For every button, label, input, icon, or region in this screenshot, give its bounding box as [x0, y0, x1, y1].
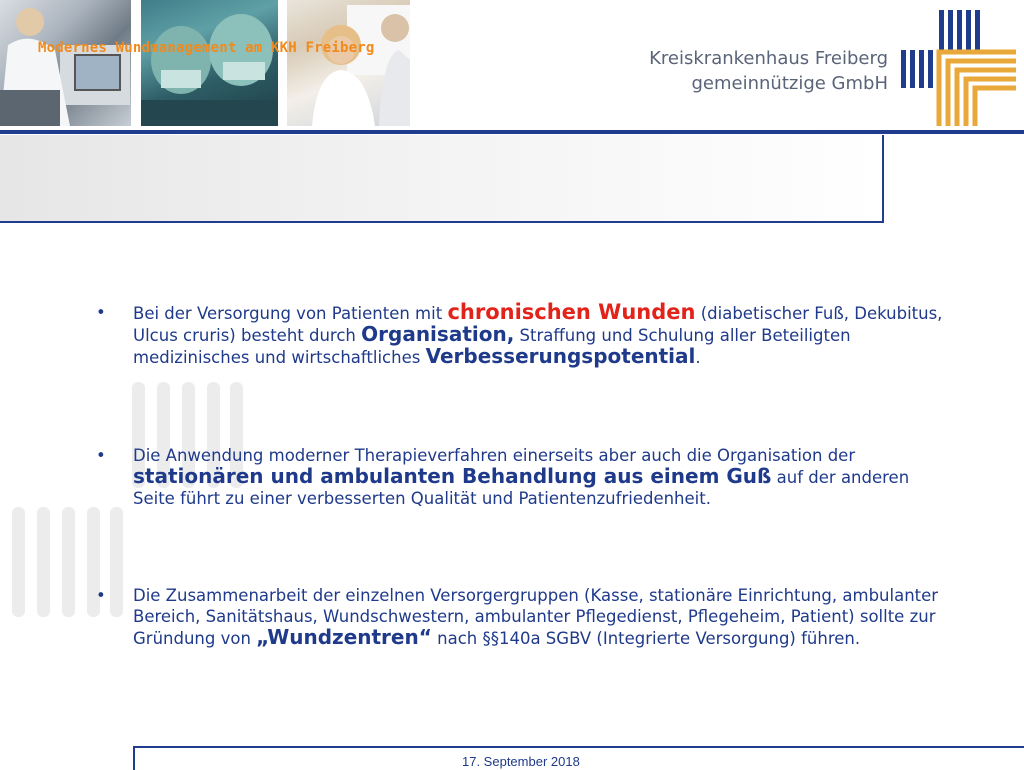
- bullet-icon: •: [96, 303, 106, 322]
- bullet-text: [133, 302, 956, 368]
- bullet-text-segment: auf der anderen Seite führt zu einer verbesserten Qualität und Patientenzufriedenheit.: [133, 468, 910, 508]
- highlight-bold-text: Verbesserungspotential: [425, 344, 696, 368]
- bullet-text-segment: (diabetischer Fuß, Dekubitus, Ulcus cruris) besteht durch: [133, 304, 943, 345]
- organization-name-line2: gemeinnützige GmbH: [691, 73, 888, 94]
- bullet-text-segment: nach §§140a SGBV (Integrierte Versorgung) führen.: [431, 629, 861, 648]
- hospital-logo-icon: [898, 8, 1018, 128]
- title-banner: [0, 135, 884, 223]
- header-photo-nurses: [287, 0, 410, 126]
- highlight-bold-text: stationären und ambulanten Behandlung aus einem Guß: [133, 464, 772, 488]
- highlight-red-text: chronischen Wunden: [447, 300, 696, 324]
- bullet-icon: •: [96, 446, 106, 465]
- bullet-point: [96, 302, 956, 368]
- header-photo-surgeons: [141, 0, 278, 126]
- bullet-text-segment: Bei der Versorgung von Patienten mit: [133, 304, 448, 323]
- bullet-point: [96, 585, 956, 649]
- bullet-text-segment: .: [695, 348, 701, 367]
- bullet-text-segment: Straffung und Schulung aller Beteiligten medizinisches und wirtschaftliches: [133, 326, 851, 367]
- organization-name: [649, 46, 888, 96]
- footer-date: 17. September 2018: [462, 754, 580, 769]
- bullet-text-segment: Die Anwendung moderner Therapieverfahren einerseits aber auch die Organisation der: [133, 446, 856, 465]
- bullet-icon: •: [96, 586, 106, 605]
- highlight-bold-text: Organisation,: [361, 322, 515, 346]
- organization-name-line1: Kreiskrankenhaus Freiberg: [649, 48, 888, 69]
- bullet-text: [133, 585, 956, 649]
- highlight-bold-text: „Wundzentren“: [256, 625, 432, 649]
- header-divider: [0, 130, 1024, 134]
- bullet-text-segment: Die Zusammenarbeit der einzelnen Versorgergruppen (Kasse, stationäre Einrichtung, ambulanter Bereich, Sanitätshaus, Wundschwestern, ambulanter Pflegedienst, Pflegeheim, Patient) sollte zur Gründung von: [133, 586, 939, 648]
- bullet-text: [133, 445, 956, 509]
- bullet-point: [96, 445, 956, 509]
- slide-title: Modernes Wundmanagement am KKH Freiberg: [38, 40, 375, 56]
- header-photo-lab: [0, 0, 131, 126]
